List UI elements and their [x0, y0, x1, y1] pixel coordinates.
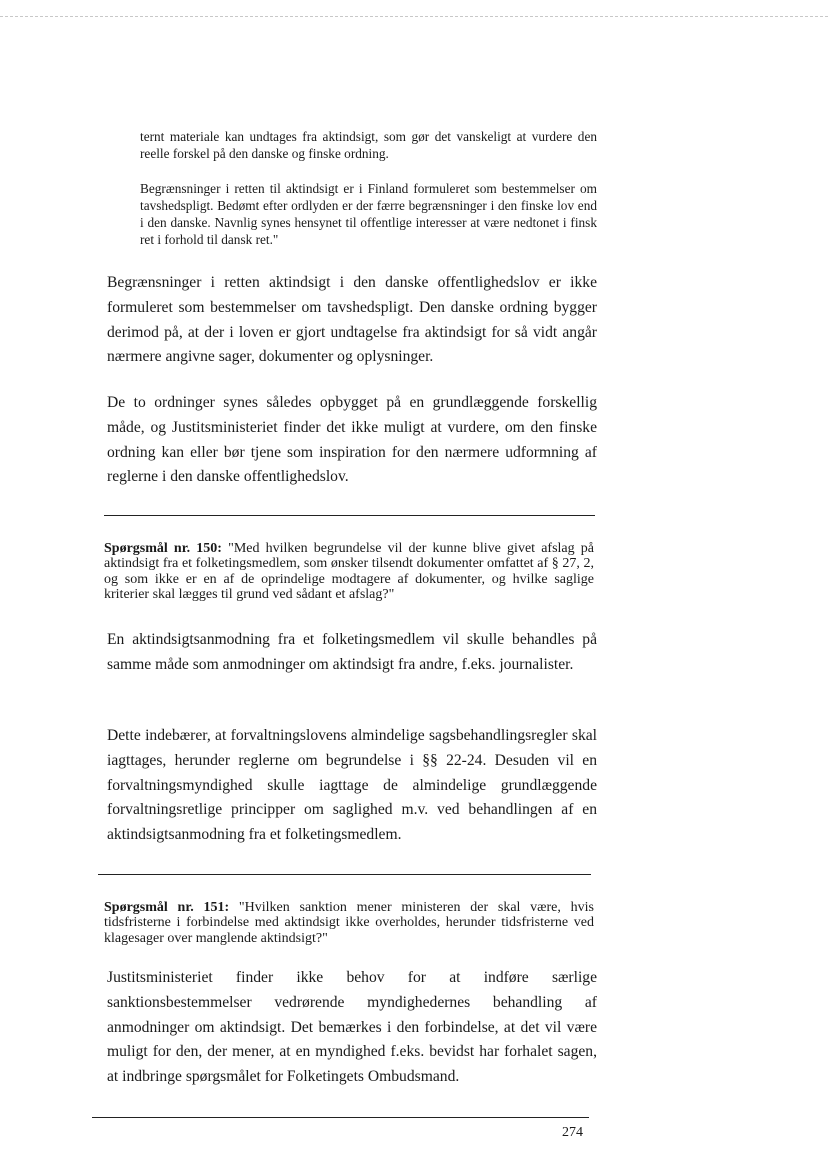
answer-150-paragraph-2: Dette indebærer, at forvaltningslovens almindelige sagsbehandlingsregler skal iagttages, herunder reglerne om begrundelse i §§ 22-24. Desuden vil en forvaltningsmyndighed skulle iagttage de almindelige grundlæggende forvaltningsretlige principper om saglighed m.v. ved behandlingen af en aktindsigtsanmodning fra et folketingsmedlem. [107, 727, 597, 844]
question-150 [104, 541, 594, 602]
section-divider-2 [98, 874, 591, 875]
page-number: 274 [562, 1125, 583, 1140]
quote-paragraph-1: ternt materiale kan undtages fra aktindsigt, som gør det vanskeligt at vurdere den reelle forskel på den danske og finske ordning. [140, 129, 597, 161]
question-150-text: "Med hvilken begrundelse vil der kunne blive givet afslag på aktindsigt fra et folketingsmedlem, som ønsker tilsendt dokumenter omfattet af § 27, 2, og som ikke er en af de oprindelige modtagere af dokumenter, og hvilke saglige kriterier skal lægges til grund ved sådant et afslag?" [104, 541, 594, 602]
question-150-label: Spørgsmål nr. 150: [104, 541, 222, 556]
question-151 [104, 900, 594, 946]
body-paragraph-1: Begrænsninger i retten aktindsigt i den danske offentlighedslov er ikke formuleret som bestemmelser om tavshedspligt. Den danske ordning bygger derimod på, at der i loven er gjort undtagelse fra aktindsigt for så vidt angår nærmere angivne sager, dokumenter og oplysninger. [107, 274, 597, 366]
answer-151-paragraph-1: Justitsministeriet finder ikke behov for at indføre særlige sanktionsbestemmelser vedrørende myndighedernes behandling af anmodninger om aktindsigt. Det bemærkes i den forbindelse, at det vil være muligt for den, der mener, at en myndighed f.eks. bevidst har forhalet sagen, at indbringe spørgsmålet for Folketingets Ombudsmand. [107, 969, 597, 1086]
answer-150-paragraph-1: En aktindsigtsanmodning fra et folketingsmedlem vil skulle behandles på samme måde som anmodninger om aktindsigt fra andre, f.eks. journalister. [107, 631, 597, 673]
section-divider-1 [104, 515, 595, 516]
body-paragraph-2: De to ordninger synes således opbygget på en grundlæggende forskellig måde, og Justitsministeriet finder det ikke muligt at vurdere, om den finske ordning kan eller bør tjene som inspiration for den nærmere udformning af reglerne i den danske offentlighedslov. [107, 394, 597, 486]
footer-divider [92, 1117, 589, 1118]
question-151-text: "Hvilken sanktion mener ministeren der skal være, hvis tidsfristerne i forbindelse med aktindsigt ikke overholdes, herunder tidsfristerne ved klagesager over manglende aktindsigt?" [104, 900, 594, 946]
scan-edge-line [0, 16, 828, 17]
question-151-label: Spørgsmål nr. 151: [104, 900, 230, 915]
quote-paragraph-2: Begrænsninger i retten til aktindsigt er i Finland formuleret som bestemmelser om tavshedspligt. Bedømt efter ordlyden er der færre begrænsninger i den finske lov end i den danske. Navnlig synes hensynet til offentlige interesser at være nedtonet i finsk ret i forhold til dansk ret." [140, 181, 597, 247]
